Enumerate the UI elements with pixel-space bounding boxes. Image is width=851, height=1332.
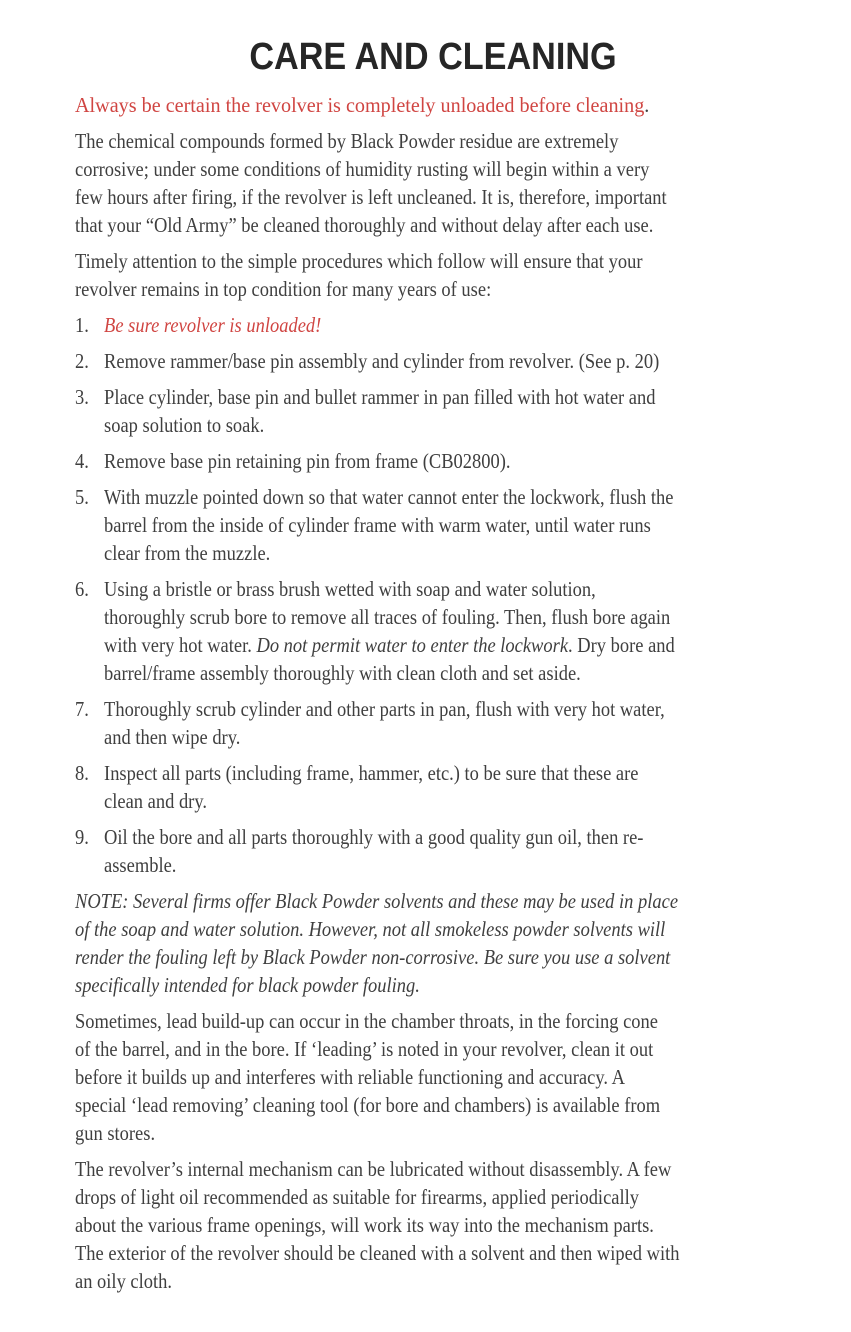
text-segment: . Dry bore and: [568, 633, 675, 657]
text-line: that your “Old Army” be cleaned thoroughly and without delay after each use.: [75, 213, 654, 237]
text-line: Inspect all parts (including frame, hammer, etc.) to be sure that these are: [104, 761, 639, 785]
text-line: Be sure revolver is unloaded!: [104, 313, 322, 337]
step-number: 2.: [75, 349, 89, 373]
paragraph-lead-buildup: [75, 1007, 705, 1147]
text-line: assemble.: [104, 853, 177, 877]
cleaning-step-4: [75, 447, 705, 475]
step-number: 5.: [75, 485, 89, 509]
text-line: special ‘lead removing’ cleaning tool (for bore and chambers) is available from: [75, 1093, 661, 1117]
step-text: [104, 383, 705, 439]
text-segment: with very hot water.: [104, 633, 257, 657]
paragraph-corrosive-residue: [75, 127, 705, 239]
step-number: 9.: [75, 825, 89, 849]
paragraph-timely-attention: [75, 247, 705, 303]
safety-warning: [75, 91, 762, 119]
cleaning-step-2: [75, 347, 705, 375]
safety-warning-text: Always be certain the revolver is completely unloaded before cleaning: [75, 93, 645, 117]
step-text: [104, 759, 705, 815]
step-text: [104, 311, 705, 339]
text-line: thoroughly scrub bore to remove all traces of fouling. Then, flush bore again: [104, 605, 671, 629]
text-segment-italic: Do not permit water to enter the lockwork: [256, 633, 569, 657]
cleaning-step-1: [75, 311, 705, 339]
cleaning-step-8: [75, 759, 705, 815]
text-line: The revolver’s internal mechanism can be lubricated without disassembly. A few: [75, 1157, 672, 1181]
cleaning-step-9: [75, 823, 705, 879]
text-line: gun stores.: [75, 1121, 156, 1145]
text-line: few hours after firing, if the revolver is left uncleaned. It is, therefore, important: [75, 185, 667, 209]
cleaning-step-6: [75, 575, 705, 687]
step-text: [104, 823, 705, 879]
text-line: [104, 631, 705, 659]
step-number: 6.: [75, 577, 89, 601]
text-line: Timely attention to the simple procedures which follow will ensure that your: [75, 249, 643, 273]
text-line: The chemical compounds formed by Black Powder residue are extremely: [75, 129, 619, 153]
text-line: specifically intended for black powder fouling.: [75, 973, 420, 997]
safety-warning-period: .: [644, 93, 650, 117]
text-line: before it builds up and interferes with reliable functioning and accuracy. A: [75, 1065, 625, 1089]
text-line: The exterior of the revolver should be cleaned with a solvent and then wiped with: [75, 1241, 680, 1265]
text-line: With muzzle pointed down so that water cannot enter the lockwork, flush the: [104, 485, 674, 509]
step-number: 1.: [75, 313, 89, 337]
step-text: [104, 447, 705, 475]
text-line: revolver remains in top condition for many years of use:: [75, 277, 492, 301]
text-line: barrel/frame assembly thoroughly with clean cloth and set aside.: [104, 661, 581, 685]
text-line: render the fouling left by Black Powder non-corrosive. Be sure you use a solvent: [75, 945, 671, 969]
step-text: [104, 483, 705, 567]
step-text: [104, 695, 705, 751]
text-line: Remove base pin retaining pin from frame (CB02800).: [104, 449, 511, 473]
text-line: soap solution to soak.: [104, 413, 265, 437]
step-number: 3.: [75, 385, 89, 409]
text-line: of the barrel, and in the bore. If ‘leading’ is noted in your revolver, clean it out: [75, 1037, 654, 1061]
cleaning-step-5: [75, 483, 705, 567]
text-line: Oil the bore and all parts thoroughly with a good quality gun oil, then re-: [104, 825, 644, 849]
note-solvents: [75, 887, 705, 999]
text-line: Remove rammer/base pin assembly and cylinder from revolver. (See p. 20): [104, 349, 660, 373]
text-line: and then wipe dry.: [104, 725, 241, 749]
cleaning-step-7: [75, 695, 705, 751]
step-number: 4.: [75, 449, 89, 473]
text-line: Sometimes, lead build-up can occur in the chamber throats, in the forcing cone: [75, 1009, 658, 1033]
text-line: Thoroughly scrub cylinder and other parts in pan, flush with very hot water,: [104, 697, 665, 721]
text-line: clear from the muzzle.: [104, 541, 271, 565]
text-line: clean and dry.: [104, 789, 207, 813]
text-line: of the soap and water solution. However, not all smokeless powder solvents will: [75, 917, 666, 941]
cleaning-step-3: [75, 383, 705, 439]
text-line: Using a bristle or brass brush wetted with soap and water solution,: [104, 577, 596, 601]
text-line: NOTE: Several firms offer Black Powder solvents and these may be used in place: [75, 889, 679, 913]
step-text: [104, 575, 705, 687]
page-title: CARE AND CLEANING: [249, 36, 617, 78]
step-number: 8.: [75, 761, 89, 785]
step-number: 7.: [75, 697, 89, 721]
text-line: about the various frame openings, will work its way into the mechanism parts.: [75, 1213, 654, 1237]
text-line: an oily cloth.: [75, 1269, 173, 1293]
text-line: corrosive; under some conditions of humidity rusting will begin within a very: [75, 157, 650, 181]
text-line: barrel from the inside of cylinder frame with warm water, until water runs: [104, 513, 651, 537]
paragraph-lubrication: [75, 1155, 705, 1295]
text-line: drops of light oil recommended as suitable for firearms, applied periodically: [75, 1185, 639, 1209]
step-text: [104, 347, 705, 375]
text-line: Place cylinder, base pin and bullet rammer in pan filled with hot water and: [104, 385, 656, 409]
